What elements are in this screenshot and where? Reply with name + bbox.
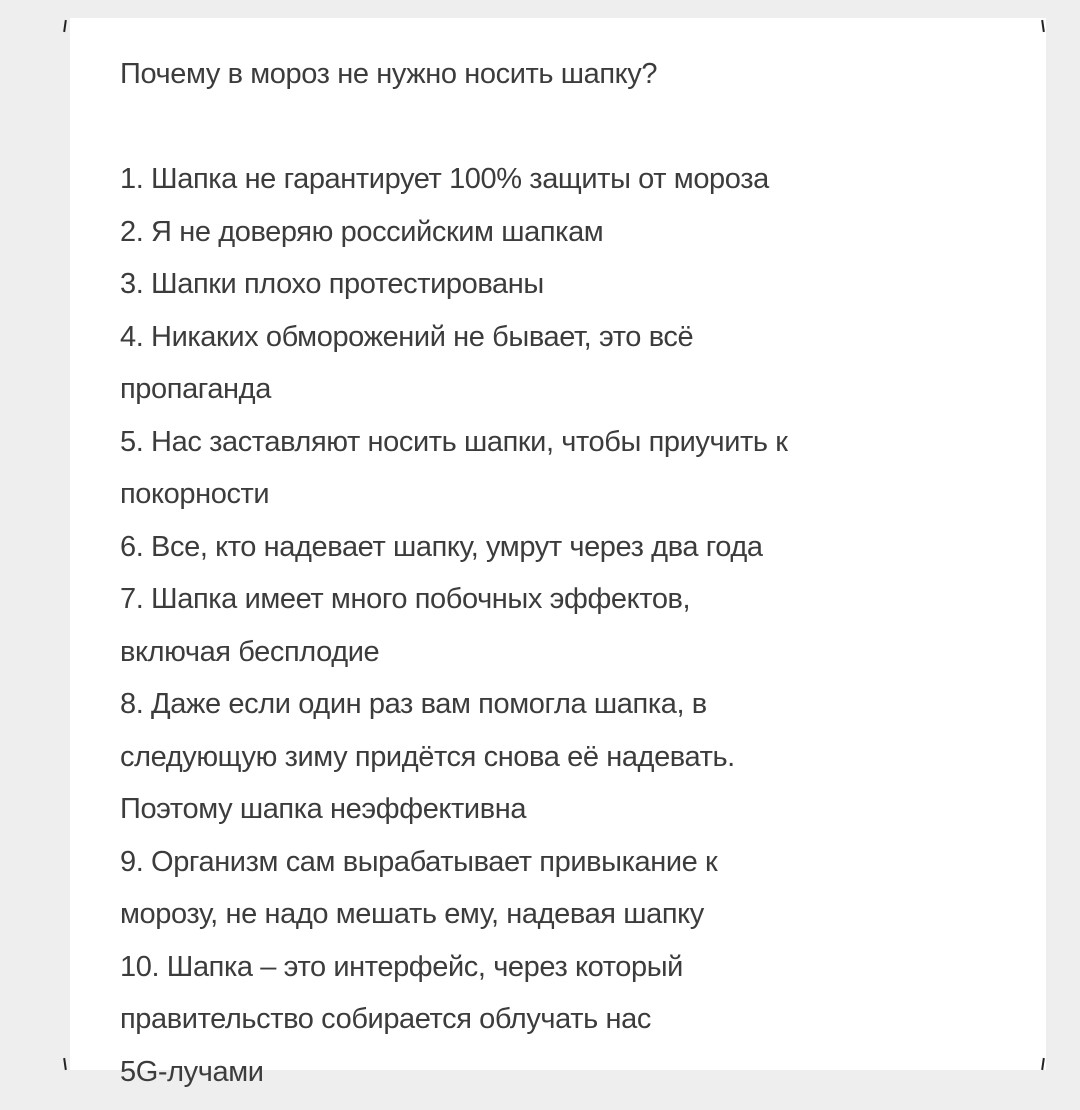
post-text bbox=[120, 48, 1000, 1098]
list-item-line: следующую зиму придётся снова её надевать. bbox=[120, 740, 735, 773]
list-item-line: 5. Нас заставляют носить шапки, чтобы приучить к bbox=[120, 425, 788, 458]
list-item-line: 7. Шапка имеет много побочных эффектов, bbox=[120, 583, 691, 615]
list-item bbox=[120, 153, 1000, 206]
list-item-line: 4. Никаких обморожений не бывает, это всё bbox=[120, 320, 694, 353]
list-item-line: 6. Все, кто надевает шапку, умрут через два года bbox=[120, 530, 763, 563]
list-item bbox=[120, 573, 1000, 678]
list-item-line: правительство собирается облучать нас bbox=[120, 1003, 651, 1035]
list-item bbox=[120, 311, 1000, 416]
list-item-line: морозу, не надо мешать ему, надевая шапку bbox=[120, 898, 704, 930]
list-item bbox=[120, 678, 1000, 836]
list-item-line: покорности bbox=[120, 478, 270, 510]
list-item-line: 5G-лучами bbox=[120, 1055, 264, 1088]
list-item-line: 1. Шапка не гарантирует 100% защиты от мороза bbox=[120, 163, 769, 195]
list-item-line: пропаганда bbox=[120, 373, 271, 405]
list-item bbox=[120, 258, 1000, 311]
list-item-line: 8. Даже если один раз вам помогла шапка, в bbox=[120, 688, 707, 720]
list-item bbox=[120, 941, 1000, 1099]
post-title: Почему в мороз не нужно носить шапку? bbox=[120, 58, 658, 90]
crop-mark-bottom-left bbox=[63, 1058, 67, 1070]
list-item bbox=[120, 416, 1000, 521]
list-item-line: 3. Шапки плохо протестированы bbox=[120, 268, 544, 300]
list-item bbox=[120, 836, 1000, 941]
crop-mark-top-left bbox=[63, 20, 67, 32]
list-item-line: 10. Шапка – это интерфейс, через который bbox=[120, 950, 683, 983]
list-item-line: 9. Организм сам вырабатывает привыкание к bbox=[120, 845, 718, 878]
list-item bbox=[120, 521, 1000, 574]
reasons-list bbox=[120, 153, 1000, 1098]
list-item-line: Поэтому шапка неэффективна bbox=[120, 793, 527, 825]
list-item bbox=[120, 206, 1000, 259]
list-item-line: 2. Я не доверяю российским шапкам bbox=[120, 215, 604, 248]
list-item-line: включая бесплодие bbox=[120, 635, 380, 668]
blank-line bbox=[120, 101, 1000, 154]
